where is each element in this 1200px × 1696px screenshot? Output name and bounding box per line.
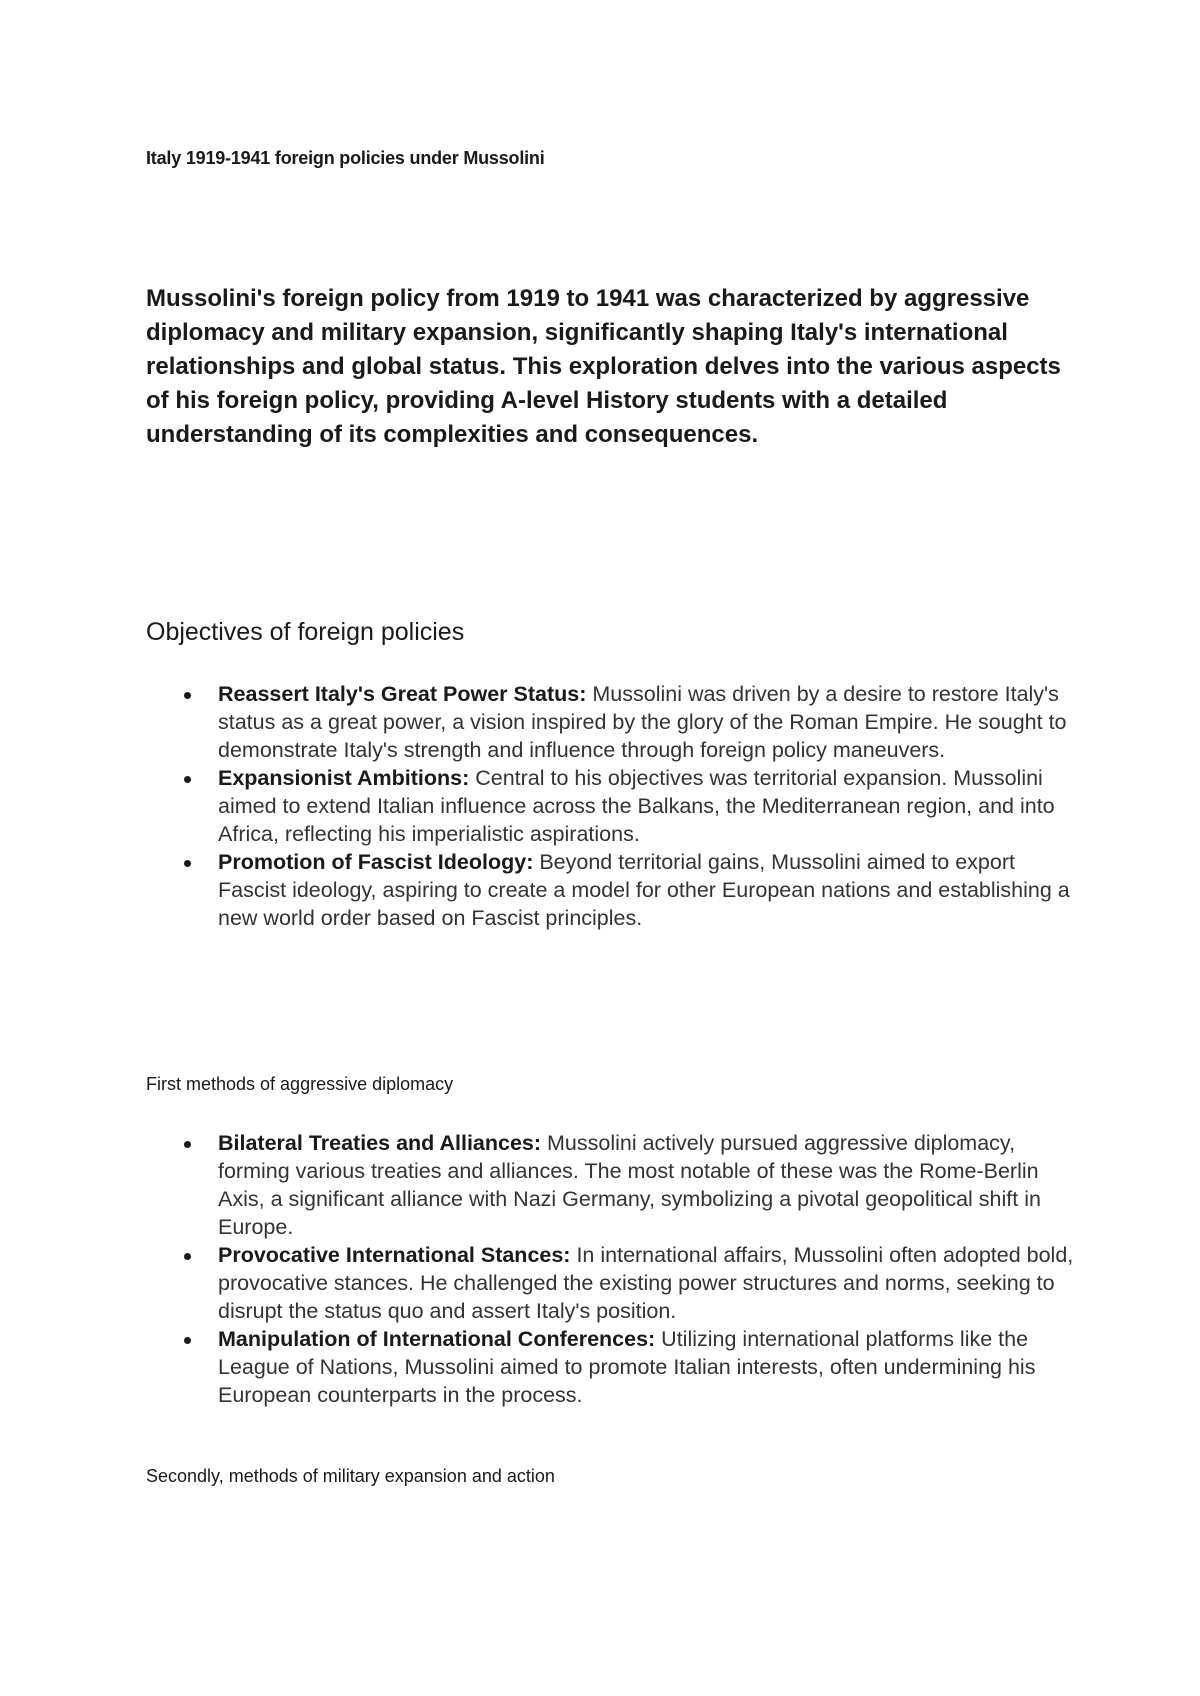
bullet-icon — [184, 692, 191, 699]
item-text: Mussolini was driven by a desire to restore Italy's status as a great power, a vision inspired by the glory of the Roman Empire. He sought to demonstrate Italy's strength and influence through foreign policy maneuvers. — [218, 682, 1067, 762]
objectives-heading: Objectives of foreign policies — [146, 618, 465, 646]
bullet-icon — [184, 1337, 191, 1344]
bullet-icon — [184, 1253, 191, 1260]
list-item — [146, 1129, 1086, 1241]
item-term: Manipulation of International Conferences: — [218, 1327, 656, 1351]
item-term: Bilateral Treaties and Alliances: — [218, 1131, 542, 1155]
item-term: Promotion of Fascist Ideology: — [218, 850, 534, 874]
document-title: Italy 1919-1941 foreign policies under Mussolini — [146, 148, 545, 168]
item-term: Provocative International Stances: — [218, 1243, 571, 1267]
military-heading: Secondly, methods of military expansion and action — [146, 1466, 555, 1486]
list-item — [146, 680, 1086, 764]
intro-paragraph: Mussolini's foreign policy from 1919 to 1941 was characterized by aggressive diplomacy and military expansion, significantly shaping Italy's international relationships and global status. This exploration delves into the various aspects of his foreign policy, providing A-level History students with a detailed understanding of its complexities and consequences. — [146, 285, 1061, 448]
objectives-list — [146, 680, 1086, 932]
diplomacy-heading: First methods of aggressive diplomacy — [146, 1074, 454, 1094]
bullet-icon — [184, 860, 191, 867]
item-text: Beyond territorial gains, Mussolini aimed to export Fascist ideology, aspiring to create a model for other European nations and establishing a new world order based on Fascist principles. — [218, 850, 1070, 930]
item-term: Reassert Italy's Great Power Status: — [218, 682, 587, 706]
bullet-icon — [184, 776, 191, 783]
item-text: In international affairs, Mussolini often adopted bold, provocative stances. He challenged the existing power structures and norms, seeking to disrupt the status quo and assert Italy's position. — [218, 1243, 1074, 1323]
list-item — [146, 764, 1086, 848]
list-item — [146, 1325, 1086, 1409]
list-item — [146, 848, 1086, 932]
bullet-icon — [184, 1141, 191, 1148]
item-text: Mussolini actively pursued aggressive diplomacy, forming various treaties and alliances. The most notable of these was the Rome-Berlin Axis, a significant alliance with Nazi Germany, symbolizing a pivotal geopolitical shift in Europe. — [218, 1131, 1041, 1239]
diplomacy-list — [146, 1129, 1086, 1409]
item-text: Central to his objectives was territorial expansion. Mussolini aimed to extend Italian influence across the Balkans, the Mediterranean region, and into Africa, reflecting his imperialistic aspirations. — [218, 766, 1055, 846]
item-term: Expansionist Ambitions: — [218, 766, 470, 790]
list-item — [146, 1241, 1086, 1325]
item-text: Utilizing international platforms like the League of Nations, Mussolini aimed to promote Italian interests, often undermining his European counterparts in the process. — [218, 1327, 1036, 1407]
